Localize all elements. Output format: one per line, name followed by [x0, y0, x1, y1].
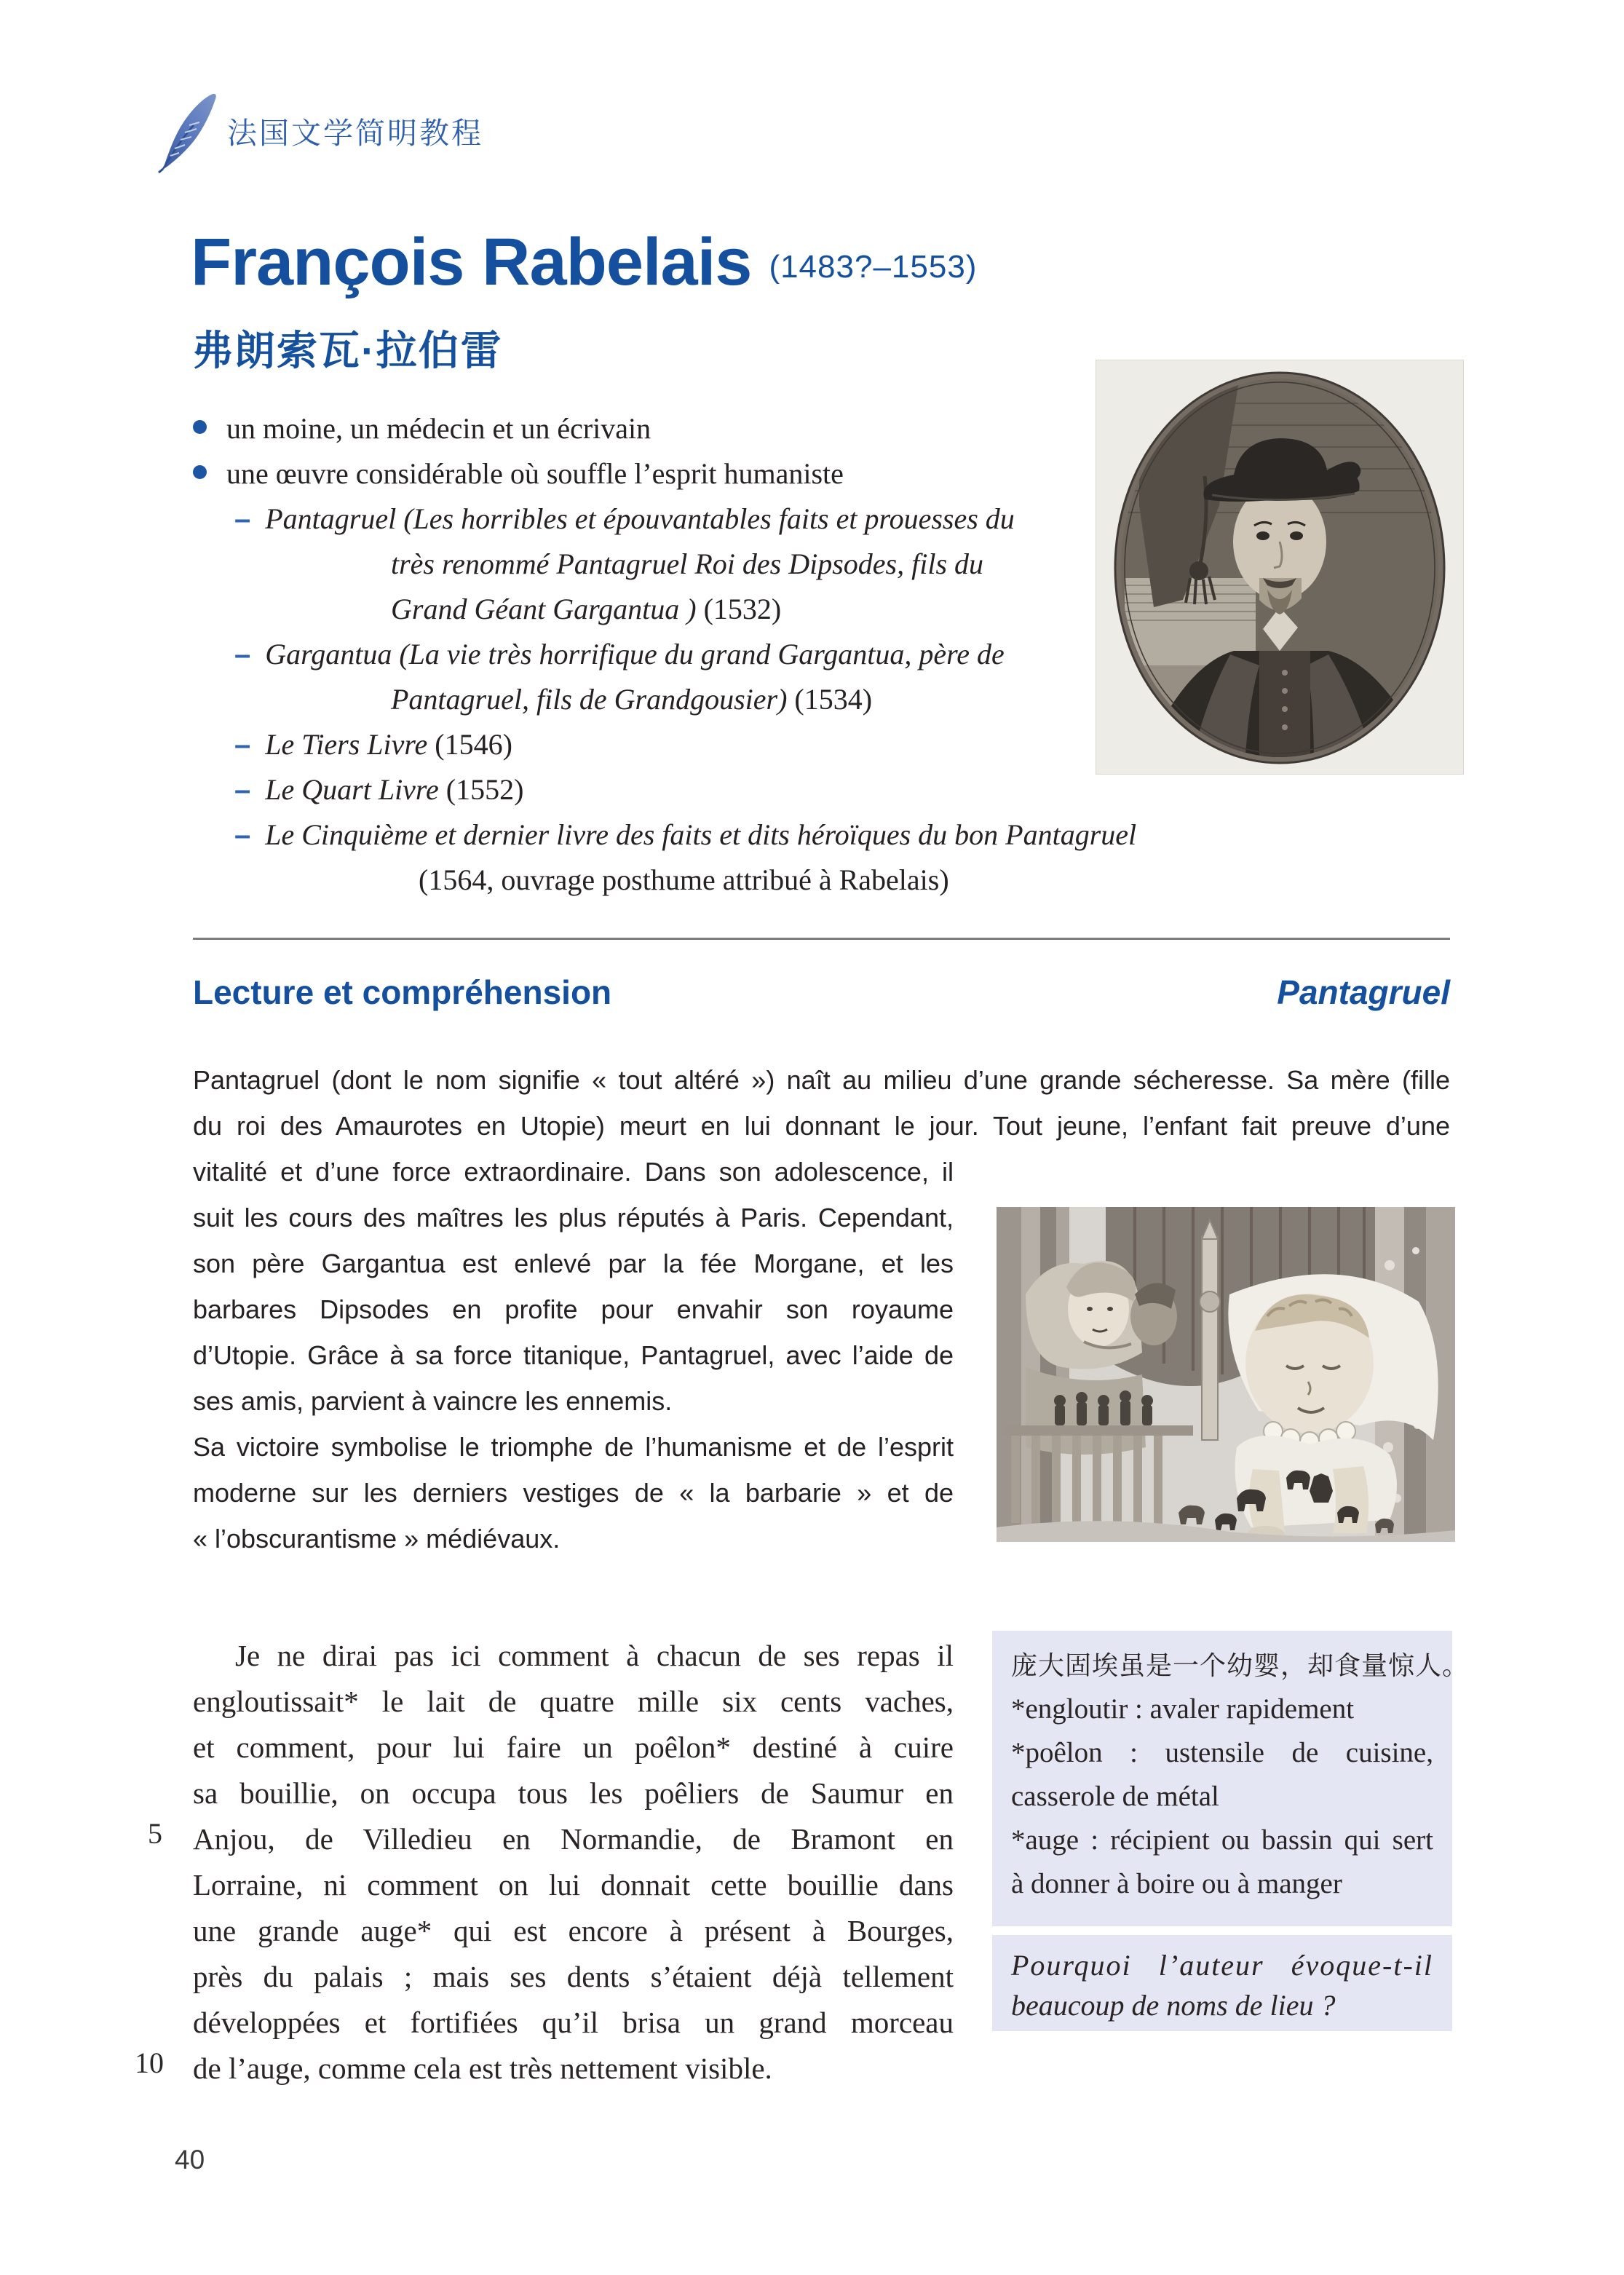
paragraph-line: Pantagruel (dont le nom signifie « tout altéré ») naît au milieu d’une grande sécheresse. Sa mère (fille: [193, 1065, 1450, 1095]
dash-icon: –: [234, 503, 251, 535]
excerpt-line: sa bouillie, on occupa tous les poêliers de Saumur en: [193, 1776, 954, 1810]
author-name-chinese: 弗朗索瓦·拉伯雷: [192, 328, 503, 373]
paragraph-line: vitalité et d’une force extraordinaire. Dans son adolescence, il: [193, 1157, 954, 1187]
bullet-icon: [193, 420, 207, 434]
author-facts-list: [193, 406, 1137, 903]
dash-icon: –: [234, 774, 251, 806]
work-line: Grand Géant Gargantua ) (1532): [391, 593, 782, 625]
reading-excerpt: [193, 1633, 954, 2092]
paragraph-line: suit les cours des maîtres les plus réputés à Paris. Cependant,: [193, 1203, 954, 1233]
paragraph-line: du roi des Amaurotes en Utopie) meurt en lui donnant le jour. Tout jeune, l’enfant fait preuve d’une: [193, 1111, 1450, 1141]
dash-icon: –: [234, 729, 251, 761]
note-line: à donner à boire ou à manger: [1011, 1868, 1342, 1899]
author-name: François Rabelais: [191, 225, 752, 299]
series-header: [153, 87, 483, 173]
page-number: 40: [175, 2145, 205, 2175]
rabelais-portrait-engraving: [1096, 360, 1464, 775]
work-line: – Pantagruel (Les horribles et épouvantables faits et prouesses du: [234, 502, 1015, 535]
work-line: Pantagruel, fils de Grandgousier) (1534): [391, 683, 873, 716]
excerpt-line: et comment, pour lui faire un poêlon* destiné à cuire: [193, 1730, 954, 1764]
note-line: casserole de métal: [1011, 1781, 1219, 1812]
feather-quill-icon: [153, 87, 220, 173]
question-line: Pourquoi l’auteur évoque-t-il: [1011, 1949, 1433, 1982]
work-line: – Gargantua (La vie très horrifique du grand Gargantua, père de: [234, 638, 1005, 670]
work-line: – Le Quart Livre (1552): [234, 773, 524, 806]
pantagruel-baby-illustration: [997, 1207, 1455, 1542]
section-work-title: Pantagruel: [1277, 973, 1450, 1011]
dash-icon: –: [234, 819, 251, 851]
bullet-icon: [193, 465, 207, 479]
excerpt-line: engloutissait* le lait de quatre mille six cents vaches,: [193, 1685, 954, 1718]
note-line-chinese: 庞大固埃虽是一个幼婴，却食量惊人。: [1011, 1651, 1470, 1680]
work-line: – Le Tiers Livre (1546): [234, 728, 512, 761]
note-line: *engloutir : avaler rapidement: [1011, 1693, 1355, 1725]
excerpt-line-number: 10: [135, 2046, 164, 2079]
excerpt-line: de l’auge, comme cela est très nettement visible.: [193, 2052, 772, 2085]
note-line: *poêlon : ustensile de cuisine,: [1011, 1737, 1433, 1768]
dash-icon: –: [234, 638, 251, 670]
vocabulary-note-box: [992, 1631, 1470, 1926]
section-title: Lecture et compréhension: [193, 973, 612, 1011]
excerpt-line: Anjou, de Villedieu en Normandie, de Bramont en: [193, 1822, 954, 1856]
paragraph-line: moderne sur les derniers vestiges de « la barbarie » et de: [193, 1478, 954, 1508]
comprehension-question-box: [992, 1935, 1452, 2031]
work-line: (1564, ouvrage posthume attribué à Rabelais): [419, 863, 949, 896]
bullet-text: une œuvre considérable où souffle l’esprit humaniste: [226, 457, 844, 490]
excerpt-line-number: 5: [148, 1817, 162, 1850]
series-title: 法国文学简明教程: [227, 116, 483, 150]
list-item: [193, 451, 1096, 496]
work-line: très renommé Pantagruel Roi des Dipsodes, fils du: [391, 547, 984, 580]
paragraph-line: ses amis, parvient à vaincre les ennemis.: [193, 1386, 673, 1416]
section-heading-row: [193, 973, 1450, 1012]
excerpt-line: Je ne dirai pas ici comment à chacun de ses repas il: [235, 1639, 954, 1672]
note-line: *auge : récipient ou bassin qui sert: [1011, 1824, 1433, 1856]
paragraph-line: barbares Dipsodes en profite pour envahir son royaume: [193, 1294, 954, 1324]
paragraph-line: d’Utopie. Grâce à sa force titanique, Pantagruel, avec l’aide de: [193, 1340, 954, 1370]
list-item: [193, 406, 1096, 451]
paragraph-line: son père Gargantua est enlevé par la fée Morgane, et les: [193, 1249, 954, 1278]
question-line: beaucoup de noms de lieu ?: [1011, 1989, 1336, 2022]
excerpt-line: une grande auge* qui est encore à présent à Bourges,: [193, 1914, 954, 1947]
excerpt-line: Lorraine, ni comment on lui donnait cette bouillie dans: [193, 1868, 954, 1902]
chapter-title: [191, 224, 977, 301]
author-dates: (1483?–1553): [769, 249, 978, 285]
excerpt-line: près du palais ; mais ses dents s’étaient déjà tellement: [193, 1960, 954, 1993]
section-divider: [193, 938, 1450, 940]
paragraph-line: Sa victoire symbolise le triomphe de l’humanisme et de l’esprit: [193, 1432, 954, 1462]
excerpt-line: développées et fortifiées qu’il brisa un grand morceau: [193, 2006, 954, 2039]
work-line: – Le Cinquième et dernier livre des faits et dits héroïques du bon Pantagruel: [234, 818, 1137, 851]
bullet-text: un moine, un médecin et un écrivain: [226, 412, 651, 445]
paragraph-line: « l’obscurantisme » médiévaux.: [193, 1524, 561, 1554]
